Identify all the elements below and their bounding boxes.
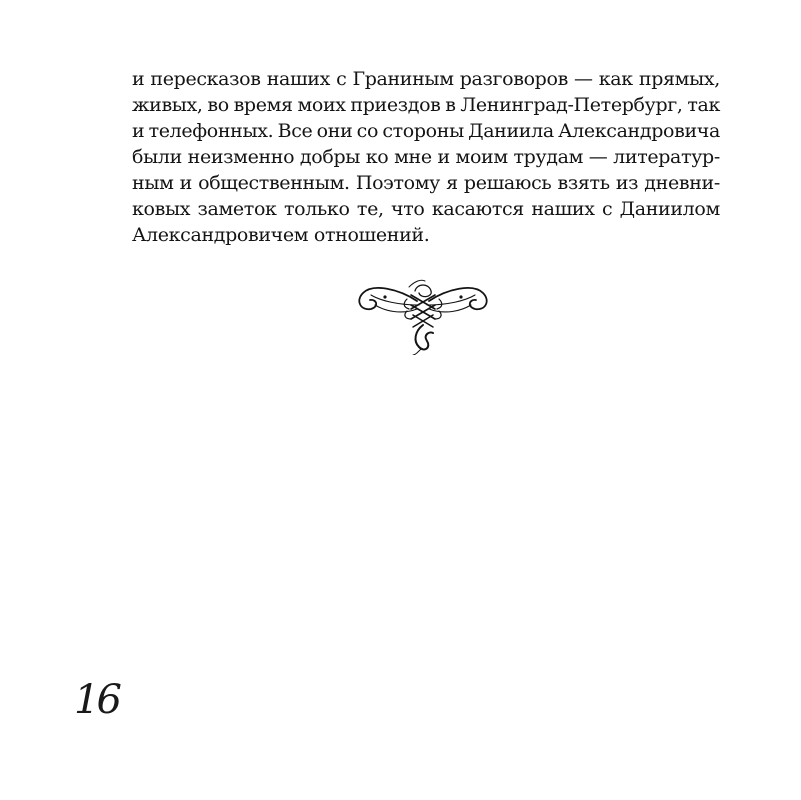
word: пересказов bbox=[150, 68, 261, 90]
word: что bbox=[391, 198, 425, 220]
word: Даниила bbox=[468, 120, 554, 142]
word: и bbox=[437, 146, 450, 168]
word: Ленинград-Петербург, bbox=[460, 94, 683, 116]
calligraphic-flourish-icon bbox=[355, 275, 491, 355]
word: мне bbox=[394, 146, 432, 168]
word: литератур- bbox=[613, 146, 720, 168]
word: прямых, bbox=[638, 68, 720, 90]
word: ным bbox=[132, 172, 174, 194]
word: так bbox=[687, 94, 720, 116]
text-line bbox=[132, 144, 720, 170]
word: время bbox=[233, 94, 293, 116]
word: Все bbox=[277, 120, 313, 142]
text-line bbox=[132, 170, 720, 196]
word: наших bbox=[531, 198, 595, 220]
word: взять bbox=[557, 172, 610, 194]
word: живых, bbox=[132, 94, 203, 116]
word: во bbox=[207, 94, 229, 116]
word: — bbox=[574, 68, 593, 90]
word: были bbox=[132, 146, 182, 168]
word: дневни- bbox=[644, 172, 720, 194]
word: общественным. bbox=[198, 172, 350, 194]
body-text bbox=[132, 66, 720, 248]
word: они bbox=[316, 120, 353, 142]
word: телефонных. bbox=[148, 120, 274, 142]
word: ко bbox=[365, 146, 389, 168]
word: трудам bbox=[513, 146, 584, 168]
word: стороны bbox=[382, 120, 464, 142]
word: с bbox=[602, 198, 613, 220]
word: из bbox=[615, 172, 639, 194]
word: и bbox=[132, 120, 145, 142]
word: заметок bbox=[197, 198, 277, 220]
text-line bbox=[132, 92, 720, 118]
word: Граниным bbox=[352, 68, 454, 90]
word: со bbox=[356, 120, 379, 142]
word: добры bbox=[299, 146, 361, 168]
word: наших bbox=[266, 68, 330, 90]
text-line: Александровичем отношений. bbox=[132, 224, 430, 246]
word: я bbox=[446, 172, 458, 194]
word: моих bbox=[297, 94, 346, 116]
word: приездов bbox=[350, 94, 441, 116]
word: с bbox=[336, 68, 347, 90]
text-line bbox=[132, 196, 720, 222]
word: касаются bbox=[431, 198, 524, 220]
word: разговоров bbox=[459, 68, 568, 90]
word: решаюсь bbox=[463, 172, 552, 194]
text-line bbox=[132, 118, 720, 144]
word: те, bbox=[356, 198, 384, 220]
word: моим bbox=[455, 146, 508, 168]
word: только bbox=[283, 198, 350, 220]
word: ковых bbox=[132, 198, 191, 220]
word: и bbox=[179, 172, 192, 194]
word: — bbox=[588, 146, 608, 168]
word: и bbox=[132, 68, 145, 90]
page-number: 16 bbox=[74, 677, 119, 723]
text-line bbox=[132, 66, 720, 92]
word: Даниилом bbox=[619, 198, 720, 220]
word: Александровича bbox=[558, 120, 720, 142]
word: в bbox=[445, 94, 456, 116]
word: неизменно bbox=[187, 146, 295, 168]
word: как bbox=[598, 68, 633, 90]
word: Поэтому bbox=[355, 172, 440, 194]
